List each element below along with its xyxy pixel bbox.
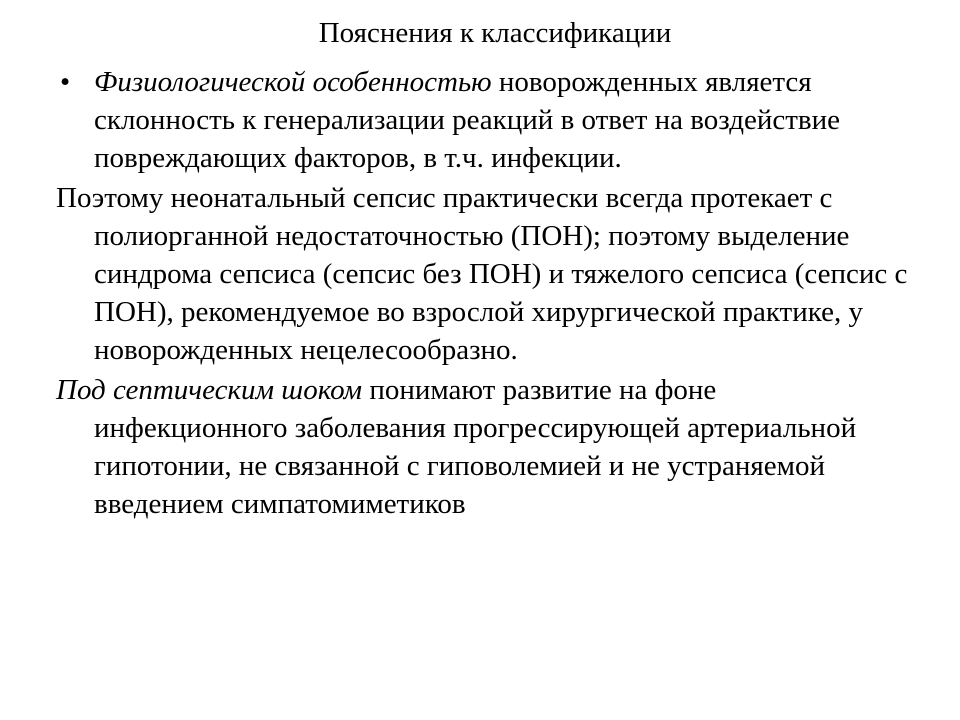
paragraph-text-physiology: новорожденных является склонность к генерализации реакций в ответ на воздействие повреждающих факторов, в т.ч. инфекции. bbox=[94, 66, 840, 174]
slide-body bbox=[56, 63, 916, 523]
slide-title: Пояснения к классификации bbox=[318, 17, 672, 49]
paragraph-text-neonatal-sepsis: Поэтому неонатальный сепсис практически всегда протекает с полиорганной недостаточностью (ПОН); поэтому выделение синдрома сепсиса (сепсис без ПОН) и тяжелого сепсиса (сепсис с ПОН), рекомендуемое во взрослой хирургической практике, у новорожденных нецелесообразно. bbox=[56, 182, 908, 366]
emphasis-physiology: Физиологической особенностью bbox=[94, 66, 492, 98]
bullet-icon: • bbox=[60, 66, 71, 98]
paragraph-text-septic-shock: понимают развитие на фоне инфекционного заболевания прогрессирующей артериальной гипотонии, не связанной с гиповолемией и не устраняемой введением симпатомиметиков bbox=[94, 374, 857, 520]
paragraph-neonatal-sepsis bbox=[56, 179, 916, 369]
paragraph-septic-shock bbox=[56, 371, 916, 523]
emphasis-septic-shock: Под септическим шоком bbox=[56, 374, 363, 406]
bullet-paragraph-physiology bbox=[56, 63, 916, 177]
